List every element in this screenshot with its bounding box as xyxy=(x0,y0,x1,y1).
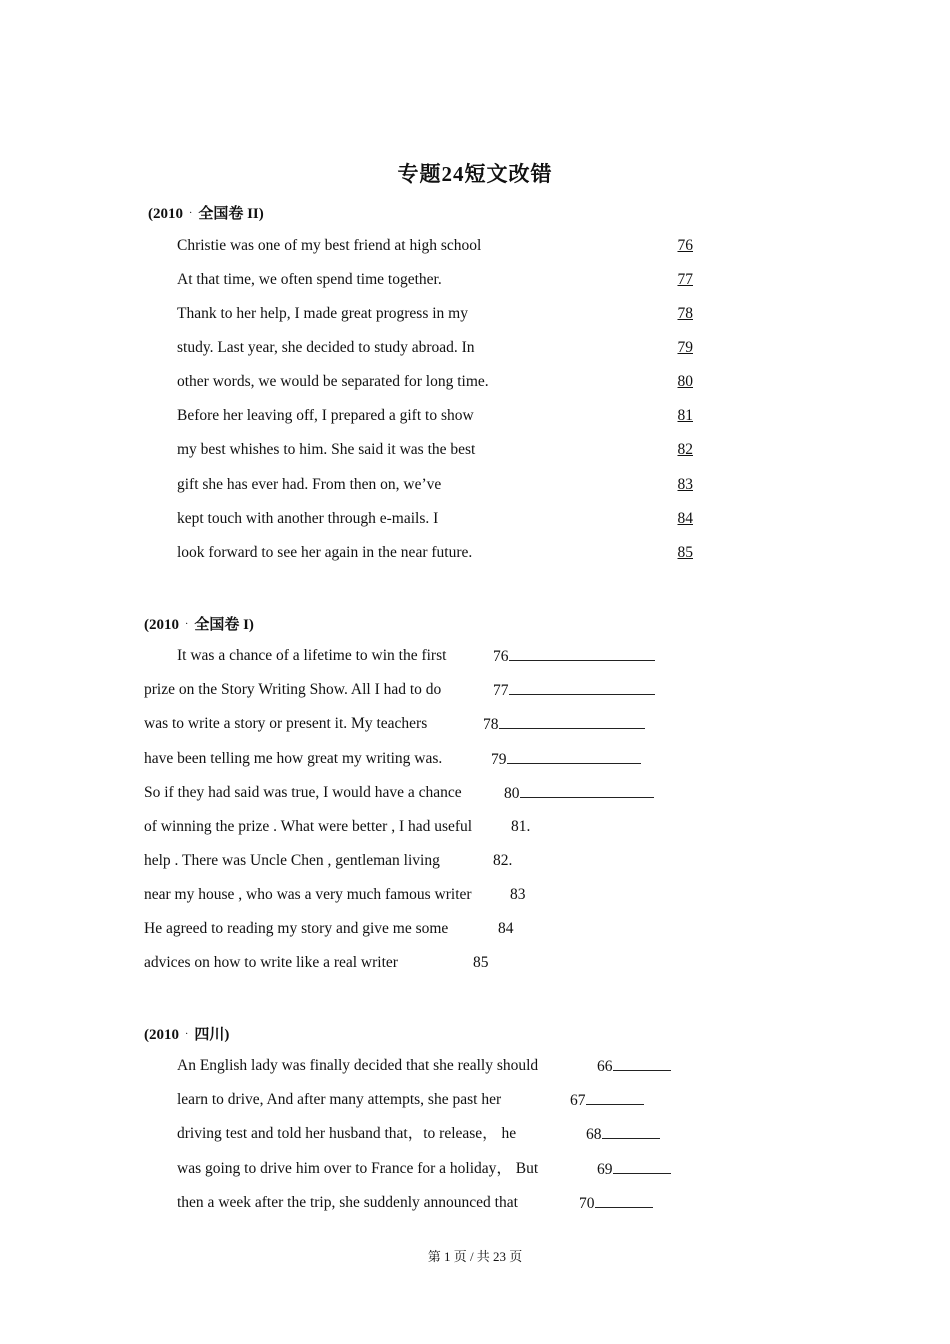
section1-line: Thank to her help, I made great progress in my xyxy=(177,305,468,322)
section1-answer-number: 84 xyxy=(677,510,693,527)
section1-line: gift she has ever had. From then on, we’ve xyxy=(177,476,442,493)
section2-answer-number: 80 xyxy=(504,785,520,802)
section2-line: It was a chance of a lifetime to win the first xyxy=(177,647,447,664)
section2-answer xyxy=(491,748,641,770)
section1-line: other words, we would be separated for long time. xyxy=(177,373,489,390)
section3-heading xyxy=(144,1023,229,1044)
section2-answer-number: 85 xyxy=(473,954,489,971)
section3-heading-year: (2010 xyxy=(144,1027,179,1043)
section3-answer xyxy=(597,1158,671,1180)
section1-line: look forward to see her again in the near future. xyxy=(177,544,473,561)
answer-blank xyxy=(509,645,655,661)
section2-heading-source: 全国卷 I) xyxy=(194,617,254,633)
section1-answer-number: 76 xyxy=(677,237,693,254)
section1-answer-number: 77 xyxy=(677,271,693,288)
section3-line: An English lady was finally decided that she really should xyxy=(177,1057,539,1074)
section2-line: prize on the Story Writing Show. All I had to do xyxy=(144,681,442,698)
page-footer: 第 1 页 / 共 23 页 xyxy=(427,1249,523,1264)
page-title: 专题24短文改错 xyxy=(397,162,553,186)
section1-answer-number: 82 xyxy=(677,441,693,458)
section1-answer-number: 81 xyxy=(677,407,693,424)
section3-answer-number: 66 xyxy=(597,1058,613,1075)
section3-answer-number: 69 xyxy=(597,1161,613,1178)
section2-line: of winning the prize . What were better , I had useful xyxy=(144,818,473,835)
section3-answer xyxy=(597,1055,671,1077)
section1-line: Christie was one of my best friend at high school xyxy=(177,237,482,254)
section2-answer-number: 82. xyxy=(493,852,513,869)
section3-answer xyxy=(570,1089,644,1111)
answer-blank xyxy=(613,1158,671,1174)
answer-blank xyxy=(595,1192,653,1208)
section1-line: my best whishes to him. She said it was the best xyxy=(177,441,476,458)
section1-line: At that time, we often spend time together. xyxy=(177,271,442,288)
section3-line: was going to drive him over to France for a holiday， But xyxy=(177,1160,539,1177)
answer-blank xyxy=(602,1123,660,1139)
section2-answer xyxy=(504,782,654,804)
section2-line: So if they had said was true, I would have a chance xyxy=(144,784,462,801)
answer-blank xyxy=(509,679,655,695)
section1-heading-source: 全国卷 II) xyxy=(198,206,264,222)
section2-answer xyxy=(493,679,655,701)
section2-line: was to write a story or present it. My teachers xyxy=(144,715,428,732)
answer-blank xyxy=(499,713,645,729)
section2-line: have been telling me how great my writing was. xyxy=(144,750,443,767)
section1-heading-dot: · xyxy=(189,208,193,219)
section2-heading-dot: · xyxy=(185,619,189,630)
section2-line: advices on how to write like a real writer xyxy=(144,954,398,971)
answer-blank xyxy=(507,748,641,764)
section2-answer xyxy=(483,713,645,735)
section2-answer-number: 84 xyxy=(498,920,514,937)
section1-line: kept touch with another through e-mails. I xyxy=(177,510,439,527)
section3-heading-dot: · xyxy=(185,1029,189,1040)
section3-line: driving test and told her husband that，to release， he xyxy=(177,1125,517,1142)
answer-blank xyxy=(586,1089,644,1105)
section1-answer-number: 80 xyxy=(677,373,693,390)
answer-blank xyxy=(613,1055,671,1071)
section3-answer-number: 70 xyxy=(579,1195,595,1212)
section2-answer-number: 83 xyxy=(510,886,526,903)
section2-heading-year: (2010 xyxy=(144,617,179,633)
section2-line: near my house , who was a very much famous writer xyxy=(144,886,472,903)
section2-answer-number: 77 xyxy=(493,682,509,699)
section1-answer-number: 85 xyxy=(677,544,693,561)
section3-answer-number: 67 xyxy=(570,1092,586,1109)
section3-answer-number: 68 xyxy=(586,1126,602,1143)
section1-heading-year: (2010 xyxy=(148,206,183,222)
section2-answer xyxy=(493,645,655,667)
section2-line: help . There was Uncle Chen , gentleman living xyxy=(144,852,440,869)
section2-answer-number: 79 xyxy=(491,751,507,768)
section3-line: learn to drive, And after many attempts, she past her xyxy=(177,1091,502,1108)
section1-answer-number: 78 xyxy=(677,305,693,322)
section1-answer-number: 83 xyxy=(677,476,693,493)
section2-answer-number: 81. xyxy=(511,818,531,835)
section1-answer-number: 79 xyxy=(677,339,693,356)
section2-line: He agreed to reading my story and give me some xyxy=(144,920,449,937)
section1-heading xyxy=(148,202,264,223)
section2-heading xyxy=(144,613,254,634)
section3-answer xyxy=(579,1192,653,1214)
section3-heading-source: 四川) xyxy=(194,1027,230,1043)
section1-line: Before her leaving off, I prepared a gift to show xyxy=(177,407,474,424)
section1-line: study. Last year, she decided to study abroad. In xyxy=(177,339,475,356)
section2-answer-number: 78 xyxy=(483,716,499,733)
section3-line: then a week after the trip, she suddenly announced that xyxy=(177,1194,518,1211)
answer-blank xyxy=(520,782,654,798)
section3-answer xyxy=(586,1123,660,1145)
section2-answer-number: 76 xyxy=(493,648,509,665)
